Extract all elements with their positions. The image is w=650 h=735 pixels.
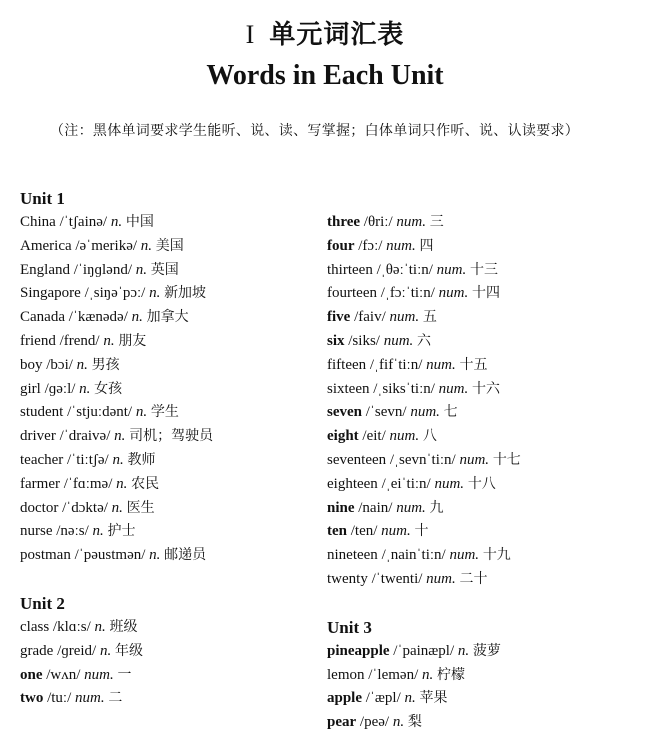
entry-meaning: 九 xyxy=(429,499,444,516)
entry-word: America xyxy=(20,237,72,254)
vocabulary-entry xyxy=(327,354,637,378)
entry-part-of-speech: num. xyxy=(381,523,411,540)
vocabulary-entry xyxy=(327,473,637,497)
vocabulary-entry xyxy=(327,378,637,402)
entry-word: eighteen xyxy=(327,475,378,492)
entry-meaning: 六 xyxy=(417,332,432,349)
vocabulary-entry xyxy=(327,711,637,735)
entry-word: six xyxy=(327,332,345,349)
vocabulary-entry xyxy=(20,211,330,235)
entry-phonetic: /siks/ xyxy=(348,332,380,349)
entry-phonetic: /faiv/ xyxy=(354,309,386,326)
entry-phonetic: /eit/ xyxy=(362,428,386,445)
vocabulary-entry xyxy=(327,401,637,425)
title-chinese-text: 单元词汇表 xyxy=(269,20,405,50)
vocabulary-entry xyxy=(327,640,637,664)
entry-phonetic: /frend/ xyxy=(59,332,100,349)
vocabulary-entry xyxy=(20,640,330,664)
entry-meaning: 中国 xyxy=(125,214,154,230)
entry-word: nurse xyxy=(20,523,53,540)
entry-phonetic: /ˈpəustmən/ xyxy=(74,547,146,564)
entry-word: class xyxy=(20,618,50,635)
entry-meaning: 护士 xyxy=(107,523,136,540)
entry-word: postman xyxy=(20,547,71,564)
entry-phonetic: /ˈtiːtʃə/ xyxy=(67,451,109,468)
entry-word: grade xyxy=(20,642,54,659)
entry-part-of-speech: num. xyxy=(426,570,456,587)
entry-phonetic: /ɡəːl/ xyxy=(44,380,76,397)
vocabulary-entry xyxy=(327,211,637,235)
entry-word: Canada xyxy=(20,309,65,326)
entry-word: fifteen xyxy=(327,356,367,373)
entry-part-of-speech: num. xyxy=(396,214,426,230)
unit-heading: Unit 3 xyxy=(327,617,372,637)
entry-part-of-speech: n. xyxy=(149,285,161,302)
entry-phonetic: /ten/ xyxy=(350,523,378,540)
entry-part-of-speech: n. xyxy=(135,261,147,278)
entry-word: one xyxy=(20,666,43,683)
entry-meaning: 柠檬 xyxy=(436,666,465,683)
entry-part-of-speech: num. xyxy=(436,261,467,278)
entry-phonetic: /fɔː/ xyxy=(358,237,383,254)
entry-phonetic: /ˈæpl/ xyxy=(365,690,401,707)
entry-meaning: 十八 xyxy=(467,475,496,492)
entry-phonetic: /ˌnainˈtiːn/ xyxy=(381,547,446,564)
vocabulary-entry xyxy=(327,664,637,688)
entry-meaning: 班级 xyxy=(109,618,138,635)
entry-word: twenty xyxy=(327,570,368,587)
entry-word: boy xyxy=(20,356,43,373)
vocabulary-entry xyxy=(327,568,637,592)
entry-phonetic: /nain/ xyxy=(358,499,393,516)
vocabulary-entry xyxy=(20,497,330,521)
entry-meaning: 十 xyxy=(414,523,429,540)
entry-part-of-speech: n. xyxy=(79,380,91,397)
entry-word: nineteen xyxy=(327,547,378,564)
entry-word: pear xyxy=(327,714,357,731)
entry-part-of-speech: n. xyxy=(111,499,123,516)
entry-meaning: 苹果 xyxy=(419,690,448,707)
entry-meaning: 八 xyxy=(422,428,437,445)
entry-meaning: 农民 xyxy=(131,475,160,492)
entry-meaning: 加拿大 xyxy=(146,309,189,326)
entry-meaning: 梨 xyxy=(407,714,422,731)
entry-word: three xyxy=(327,214,361,230)
entry-phonetic: /ɡreid/ xyxy=(57,642,97,659)
entry-phonetic: /ˈtʃainə/ xyxy=(59,214,108,230)
entry-part-of-speech: num. xyxy=(434,475,465,492)
entry-phonetic: /ˈkænədə/ xyxy=(68,309,128,326)
entry-word: five xyxy=(327,309,351,326)
entry-meaning: 男孩 xyxy=(91,356,120,373)
entry-part-of-speech: n. xyxy=(149,547,161,564)
entry-phonetic: /peə/ xyxy=(359,714,390,731)
vocabulary-column-right xyxy=(327,187,637,735)
vocabulary-entry xyxy=(20,616,330,640)
entry-phonetic: /ˌfifˈtiːn/ xyxy=(369,356,423,373)
entry-part-of-speech: num. xyxy=(389,428,420,445)
entry-word: England xyxy=(20,261,70,278)
vocabulary-entry xyxy=(20,687,330,711)
entry-part-of-speech: n. xyxy=(114,428,126,445)
vocabulary-entry xyxy=(327,520,637,544)
entry-word: seventeen xyxy=(327,451,387,468)
entry-word: thirteen xyxy=(327,261,373,278)
entry-part-of-speech: n. xyxy=(135,404,148,421)
entry-part-of-speech: n. xyxy=(99,642,112,659)
entry-part-of-speech: n. xyxy=(116,475,128,492)
entry-word: ten xyxy=(327,523,347,540)
entry-part-of-speech: num. xyxy=(426,356,456,373)
entry-part-of-speech: n. xyxy=(94,618,106,635)
entry-part-of-speech: num. xyxy=(438,285,469,302)
entry-part-of-speech: n. xyxy=(76,356,88,373)
entry-meaning: 医生 xyxy=(126,499,155,516)
entry-meaning: 三 xyxy=(429,214,444,230)
vocabulary-entry xyxy=(327,544,637,568)
vocabulary-entry xyxy=(20,330,330,354)
entry-part-of-speech: n. xyxy=(131,309,143,326)
entry-phonetic: /ˈstjuːdənt/ xyxy=(67,404,133,421)
vocabulary-entry xyxy=(20,235,330,259)
entry-word: doctor xyxy=(20,499,59,516)
entry-part-of-speech: n. xyxy=(140,237,153,254)
entry-part-of-speech: num. xyxy=(84,666,114,683)
entry-meaning: 英国 xyxy=(150,261,179,278)
section-spacer xyxy=(20,568,330,592)
entry-word: four xyxy=(327,237,355,254)
page-title-chinese xyxy=(0,14,650,51)
usage-note: （注：黑体单词要求学生能听、说、读、写掌握；白体单词只作听、说、认读要求） xyxy=(50,123,580,139)
vocabulary-entry xyxy=(327,425,637,449)
entry-part-of-speech: n. xyxy=(92,523,104,540)
entry-phonetic: /ˈlemən/ xyxy=(368,666,419,683)
entry-part-of-speech: num. xyxy=(438,380,469,397)
entry-word: friend xyxy=(20,332,56,349)
entry-meaning: 十四 xyxy=(471,285,500,302)
entry-meaning: 学生 xyxy=(150,404,179,421)
entry-phonetic: /tuː/ xyxy=(47,690,72,707)
vocabulary-entry xyxy=(20,306,330,330)
entry-part-of-speech: num. xyxy=(449,547,480,564)
entry-meaning: 四 xyxy=(419,237,434,254)
page-title-english: Words in Each Unit xyxy=(206,60,444,91)
entry-word: apple xyxy=(327,690,363,707)
entry-meaning: 女孩 xyxy=(94,380,123,397)
vocabulary-entry xyxy=(327,306,637,330)
entry-phonetic: /wʌn/ xyxy=(46,666,81,683)
vocabulary-entry xyxy=(20,544,330,568)
vocabulary-entry xyxy=(327,259,637,283)
entry-word: driver xyxy=(20,428,56,445)
entry-phonetic: /bɔi/ xyxy=(46,356,73,373)
entry-part-of-speech: n. xyxy=(103,332,115,349)
entry-part-of-speech: n. xyxy=(110,214,123,230)
vocabulary-entry xyxy=(20,473,330,497)
entry-word: seven xyxy=(327,404,362,421)
entry-meaning: 十六 xyxy=(472,380,501,397)
entry-part-of-speech: n. xyxy=(404,690,416,707)
vocabulary-entry xyxy=(20,378,330,402)
entry-meaning: 二十 xyxy=(459,570,488,587)
entry-part-of-speech: n. xyxy=(457,642,470,659)
entry-phonetic: /ˌsiŋəˈpɔː/ xyxy=(84,285,146,302)
entry-phonetic: /ˈpainæpl/ xyxy=(393,642,455,659)
entry-phonetic: /ˌθəːˈtiːn/ xyxy=(376,261,433,278)
entry-meaning: 二 xyxy=(108,690,123,707)
entry-word: pineapple xyxy=(327,642,390,659)
entry-part-of-speech: num. xyxy=(389,309,420,326)
entry-meaning: 十三 xyxy=(470,261,499,278)
unit-heading: Unit 1 xyxy=(20,189,65,208)
entry-phonetic: /ˌeiˈtiːn/ xyxy=(381,475,431,492)
entry-meaning: 十五 xyxy=(459,356,488,373)
entry-meaning: 十七 xyxy=(492,451,521,468)
unit-heading: Unit 2 xyxy=(20,593,65,613)
section-roman-numeral: I xyxy=(245,20,256,49)
vocabulary-column-left xyxy=(20,187,330,711)
entry-word: lemon xyxy=(327,666,365,683)
entry-phonetic: /əˈmerikə/ xyxy=(75,237,138,254)
unit-heading xyxy=(327,187,637,211)
entry-meaning: 菠萝 xyxy=(472,642,501,659)
vocabulary-entry xyxy=(327,282,637,306)
entry-word: China xyxy=(20,214,56,230)
entry-word: girl xyxy=(20,380,41,397)
vocabulary-entry xyxy=(327,330,637,354)
entry-phonetic: /nəːs/ xyxy=(56,523,89,540)
entry-part-of-speech: num. xyxy=(386,237,416,254)
entry-word: Singapore xyxy=(20,285,81,302)
entry-word: nine xyxy=(327,499,355,516)
entry-phonetic: /θriː/ xyxy=(363,214,393,230)
vocabulary-entry xyxy=(20,354,330,378)
vocabulary-entry xyxy=(327,687,637,711)
entry-meaning: 朋友 xyxy=(118,332,147,349)
entry-word: two xyxy=(20,690,44,707)
entry-word: teacher xyxy=(20,451,64,468)
entry-phonetic: /ˈdɔktə/ xyxy=(62,499,108,516)
entry-word: fourteen xyxy=(327,285,377,302)
entry-phonetic: /ˈsevn/ xyxy=(365,404,407,421)
entry-part-of-speech: n. xyxy=(421,666,434,683)
entry-meaning: 教师 xyxy=(127,451,156,468)
entry-meaning: 七 xyxy=(443,404,458,421)
entry-phonetic: /ˌfɔːˈtiːn/ xyxy=(380,285,435,302)
entry-part-of-speech: num. xyxy=(410,404,440,421)
vocabulary-entry xyxy=(20,259,330,283)
entry-word: sixteen xyxy=(327,380,370,397)
vocabulary-entry xyxy=(20,282,330,306)
vocabulary-entry xyxy=(20,664,330,688)
entry-meaning: 年级 xyxy=(114,642,143,659)
entry-word: student xyxy=(20,404,64,421)
entry-phonetic: /klɑːs/ xyxy=(52,618,91,635)
entry-phonetic: /ˌsiksˈtiːn/ xyxy=(373,380,435,397)
entry-meaning: 邮递员 xyxy=(164,547,207,564)
entry-meaning: 新加坡 xyxy=(164,285,207,302)
vocabulary-entry xyxy=(20,449,330,473)
entry-meaning: 司机；驾驶员 xyxy=(129,428,214,445)
vocabulary-entry xyxy=(327,449,637,473)
entry-meaning: 十九 xyxy=(482,547,511,564)
entry-phonetic: /ˈfɑːmə/ xyxy=(63,475,113,492)
entry-part-of-speech: num. xyxy=(383,332,414,349)
entry-phonetic: /ˈdraivə/ xyxy=(59,428,111,445)
entry-word: eight xyxy=(327,428,359,445)
vocabulary-entry xyxy=(20,520,330,544)
entry-phonetic: /ˈiŋɡlənd/ xyxy=(73,261,132,278)
entry-part-of-speech: n. xyxy=(392,714,405,731)
vocabulary-entry xyxy=(20,425,330,449)
entry-phonetic: /ˌsevnˈtiːn/ xyxy=(389,451,456,468)
entry-meaning: 五 xyxy=(422,309,437,326)
entry-word: farmer xyxy=(20,475,60,492)
entry-meaning: 美国 xyxy=(155,237,184,254)
entry-part-of-speech: num. xyxy=(75,690,105,707)
vocabulary-entry xyxy=(20,401,330,425)
entry-part-of-speech: n. xyxy=(112,451,124,468)
vocabulary-entry xyxy=(327,235,637,259)
entry-part-of-speech: num. xyxy=(459,451,490,468)
vocabulary-entry xyxy=(327,497,637,521)
entry-phonetic: /ˈtwenti/ xyxy=(371,570,423,587)
section-spacer xyxy=(327,592,637,616)
entry-meaning: 一 xyxy=(117,666,132,683)
entry-part-of-speech: num. xyxy=(396,499,426,516)
